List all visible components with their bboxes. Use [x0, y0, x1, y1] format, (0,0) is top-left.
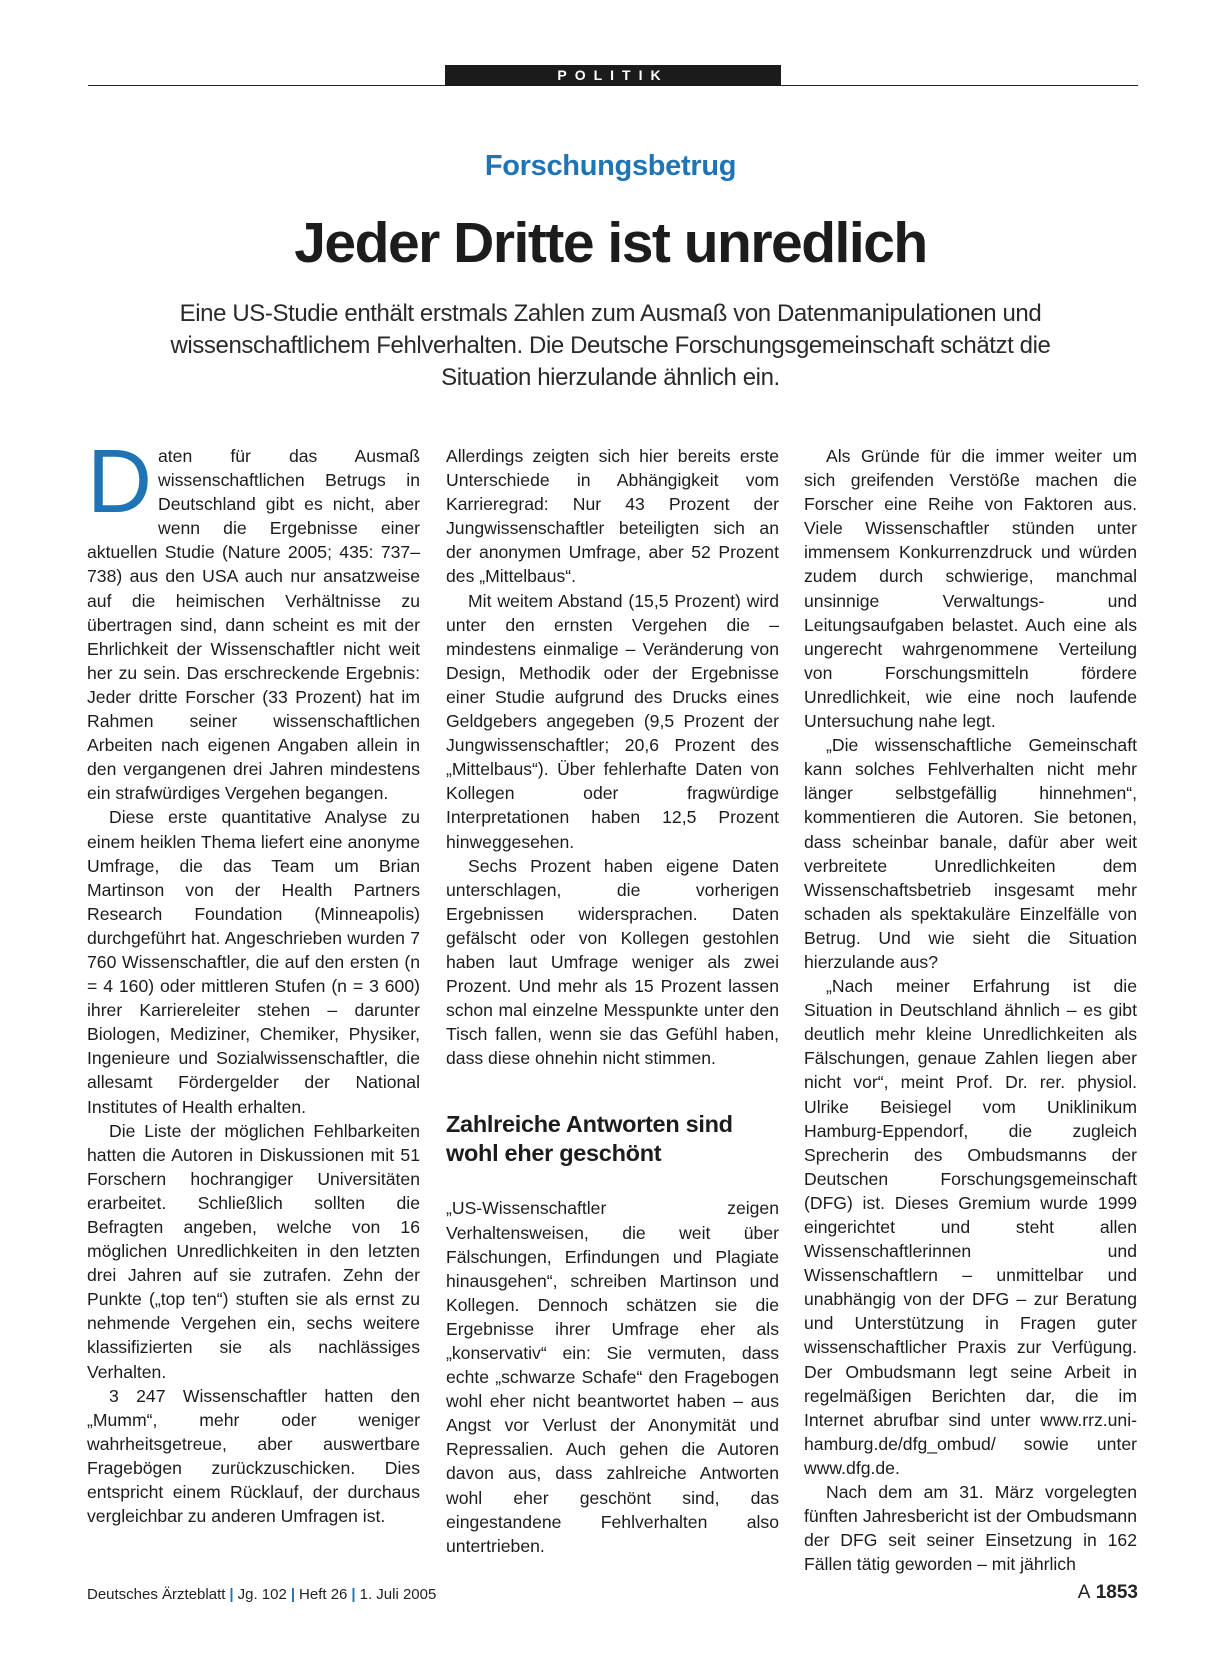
paragraph: Sechs Prozent haben eigene Daten unterschlagen, die vorherigen Ergebnissen widersprachen. Daten gefälscht oder von Kollegen gestohlen haben laut Umfrage weniger als zwei Prozent. Und mehr als 15 Prozent lassen schon mal einzelne Messpunkte unter den Tisch fallen, wenn sie das Gefühl haben, dass diese ohnehin nicht stimmen. [446, 855, 779, 1069]
section-subheading: Zahlreiche Antworten sind wohl eher geschönt [446, 1111, 733, 1167]
footer-citation [87, 1586, 436, 1603]
paragraph-text: aten für das Ausmaß wissenschaftlichen Betrugs in Deutschland gibt es nicht, aber wenn die Ergebnisse einer aktuellen Studie (Nature 2005; 435: 737–738) aus den USA auch nur ansatzweise auf die heimischen Verhältnisse zu übertragen sind, dann scheint es mit der Ehrlichkeit der Wissenschaftler nicht weit her zu sein. Das erschreckende Ergebnis: Jeder dritte Forscher (33 Prozent) hat im Rahmen seiner wissenschaftlichen Arbeiten nach eigenen Angaben allein in den vergangenen drei Jahren mindestens ein strafwürdiges Vergehen begangen. [87, 446, 420, 804]
article-kicker: Forschungsbetrug [484, 150, 737, 182]
paragraph: Nach dem am 31. März vorgelegten fünften Jahresbericht ist der Ombudsmann der DFG seit seiner Einsetzung in 162 Fällen tätig geworden – mit jährlich [804, 1482, 1137, 1575]
section-label: POLITIK [445, 65, 781, 86]
article-column-3 [804, 444, 1137, 1576]
paragraph: „Nach meiner Erfahrung ist die Situation in Deutschland ähnlich – es gibt deutlich mehr kleine Unredlichkeiten als Fälschungen, genaue Zahlen liegen aber nicht vor“, meint Prof. Dr. rer. physiol. Ulrike Beisiegel vom Uniklinikum Hamburg-Eppendorf, die zugleich Sprecherin des Ombudsmanns der Deutschen Forschungsgemeinschaft (DFG) ist. Dieses Gremium wurde 1999 eingerichtet und steht allen Wissenschaftlerinnen und Wissenschaftlern – unmittelbar und unabhängig von der DFG – zur Beratung und Unterstützung in Fragen guter wissenschaftlicher Praxis zur Verfügung. Der Ombudsmann legt seine Arbeit in regelmäßigen Berichten dar, die im Internet abrufbar sind unter www.rrz.uni-hamburg.de/dfg_ombud/ sowie unter www.dfg.de. [804, 976, 1137, 1478]
paragraph: 3 247 Wissenschaftler hatten den „Mumm“, mehr oder weniger wahrheitsgetreue, aber auswertbare Fragebögen zurückzuschicken. Dies entspricht einem Rücklauf, der durchaus vergleichbar zu anderen Umfragen ist. [87, 1385, 420, 1527]
paragraph: Als Gründe für die immer weiter um sich greifenden Verstöße machen die Forscher eine Reihe von Faktoren aus. Viele Wissenschaftler stünden unter immensem Konkurrenzdruck und würden zudem durch schwierige, manchmal unsinnige Verwaltungs- und Leitungsaufgaben belastet. Auch eine als ungerecht wahrgenommene Verteilung von Forschungsmitteln fördere Unredlichkeit, wie eine noch laufende Untersuchung nahe legt. [804, 446, 1137, 732]
article-column-1 [87, 432, 420, 1528]
paragraph: „Die wissenschaftliche Gemeinschaft kann solches Fehlverhalten nicht mehr länger selbstgefällig hinnehmen“, kommentieren die Autoren. Sie betonen, dass scheinbar banale, dafür aber weit verbreitete Unredlichkeiten dem Wissenschaftsbetrieb insgesamt mehr schaden als spektakuläre Einzelfälle von Betrug. Und wie sieht die Situation hierzulande aus? [804, 735, 1137, 972]
paragraph: Diese erste quantitative Analyse zu einem heiklen Thema liefert eine anonyme Umfrage, die das Team um Brian Martinson von der Health Partners Research Foundation (Minneapolis) durchgeführt hat. Angeschrieben wurden 7 760 Wissenschaftler, die auf den ersten (n = 4 160) oder mittleren Stufen (n = 3 600) ihrer Karriereleiter stehen – darunter Biologen, Mediziner, Chemiker, Physiker, Ingenieure und Sozialwissenschaftler, die allesamt Fördergelder der National Institutes of Health erhalten. [87, 807, 420, 1117]
page-number-value: 1853 [1095, 1582, 1138, 1603]
article-lead: Eine US-Studie enthält erstmals Zahlen zum Ausmaß von Datenmanipulationen und wissenschaftlichem Fehlverhalten. Die Deutsche Forschungsgemeinschaft schätzt die Situation hierzulande ähnlich ein. [170, 300, 1051, 391]
page-footer [87, 1582, 1138, 1608]
article-headline: Jeder Dritte ist unredlich [294, 211, 927, 275]
page-prefix: A [1077, 1582, 1091, 1603]
paragraph: Die Liste der möglichen Fehlbarkeiten hatten die Autoren in Diskussionen mit 51 Forschern hochrangiger Universitäten erarbeitet. Schließlich sollten die Befragten angeben, welche von 16 möglichen Unredlichkeiten in den letzten drei Jahren auf sie zutrafen. Zehn der Punkte („top ten“) stuften sie als ernst zu nehmende Vergehen ein, sechs weitere klassifizierten sie als nachlässiges Verhalten. [87, 1120, 420, 1382]
separator: | [351, 1586, 356, 1603]
drop-cap: D [87, 432, 152, 532]
paragraph: Mit weitem Abstand (15,5 Prozent) wird unter den ernsten Vergehen die – mindestens einmalige – Veränderung von Design, Methodik oder der Ergebnisse einer Studie aufgrund des Drucks eines Geldgebers angegeben (9,5 Prozent der Jungwissenschaftler; 20,6 Prozent des „Mittelbaus“). Über fehlerhafte Daten von Kollegen oder fragwürdige Interpretationen haben 12,5 Prozent hinweggesehen. [446, 590, 779, 852]
issue: Heft 26 [299, 1586, 348, 1603]
separator: | [229, 1586, 234, 1603]
separator: | [290, 1586, 296, 1603]
page-number [1078, 1582, 1138, 1604]
paragraph: Allerdings zeigten sich hier bereits erste Unterschiede in Abhängigkeit vom Karrieregrad: Nur 43 Prozent der Jungwissenschaftler beteiligten sich an der anonymen Umfrage, aber 52 Prozent des „Mittelbaus“. [446, 446, 779, 587]
journal-name: Deutsches Ärzteblatt [87, 1586, 226, 1603]
article-column-2 [446, 444, 779, 1558]
issue-date: 1. Juli 2005 [359, 1586, 437, 1603]
volume: Jg. 102 [237, 1586, 287, 1603]
paragraph: „US-Wissenschaftler zeigen Verhaltensweisen, die weit über Fälschungen, Erfindungen und Plagiate hinausgehen“, schreiben Martinson und Kollegen. Dennoch schätzen sie die Ergebnisse ihrer Umfrage eher als „konservativ“ ein: Sie vermuten, dass echte „schwarze Schafe“ den Fragebogen wohl eher nicht beantwortet haben – aus Angst vor Verlust der Anonymität und Repressalien. Auch gehen die Autoren davon aus, dass zahlreiche Antworten wohl eher geschönt sind, das eingestandene Fehlverhalten also untertrieben. [446, 1198, 779, 1556]
paragraph [87, 432, 420, 805]
